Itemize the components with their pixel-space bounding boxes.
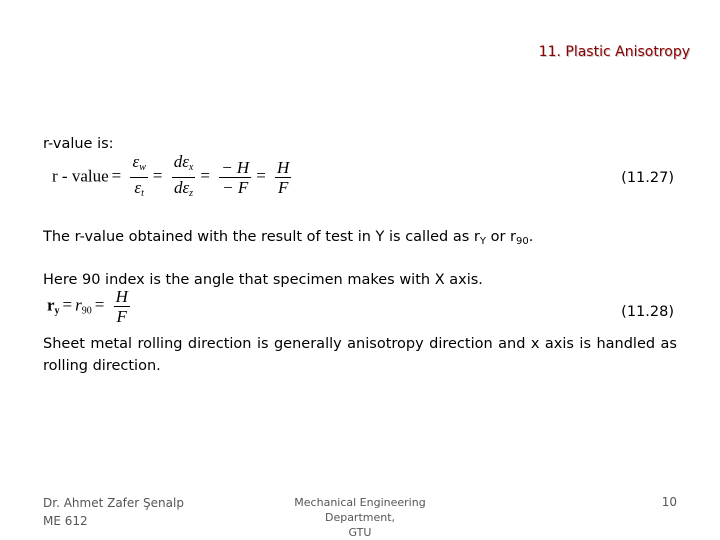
equation-11-28: $r_y = r_{90}$ = $\frac{H}{F}$: [47, 287, 128, 326]
equation-number-11-27: (11.27): [621, 170, 674, 186]
equation-11-27: r - value = $\frac{\varepsilon_w}{\varepsilon_t}$ = $\frac{d\varepsilon_x}{d\varepsilon_z}$ = $\frac{- H}{- F}$ = $\frac{H}{F}$: [52, 152, 293, 203]
footer-university: GTU: [348, 526, 372, 539]
ry-sentence: The r-value obtained with the result of test in Y is called as $r_Y$ or $r_{90}$.: [43, 229, 534, 247]
slide-title: 11. Plastic Anisotropy: [538, 44, 690, 60]
footer-department-block: [260, 495, 460, 540]
rvalue-intro: r-value is:: [43, 136, 114, 152]
eq1-frac-h-f: $\frac{H}{F}$: [277, 158, 290, 197]
equation-number-11-28: (11.28): [621, 304, 674, 320]
footer-author-block: [43, 494, 184, 530]
eq1-frac-neg-h-f: $\frac{- H}{- F}$: [221, 158, 250, 197]
footer-department: Mechanical Engineering Department,: [294, 496, 426, 524]
page-number: 10: [661, 495, 677, 509]
index-sentence: Here 90 index is the angle that specimen makes with X axis.: [43, 272, 483, 288]
footer-course: ME 612: [43, 514, 88, 528]
eq1-frac-strain-ratio: $\frac{\varepsilon_w}{\varepsilon_t}$: [132, 152, 146, 199]
footer-author: Dr. Ahmet Zafer Şenalp: [43, 496, 184, 510]
eq2-frac-h-f: $\frac{H}{F}$: [115, 287, 128, 326]
rolling-direction-paragraph: Sheet metal rolling direction is generally anisotropy direction and x axis is handled as rolling direction.: [43, 336, 677, 374]
eq1-frac-strain-increment: $\frac{d\varepsilon_x}{d\varepsilon_z}$: [173, 152, 194, 199]
eq1-lhs: r - value: [52, 166, 109, 186]
